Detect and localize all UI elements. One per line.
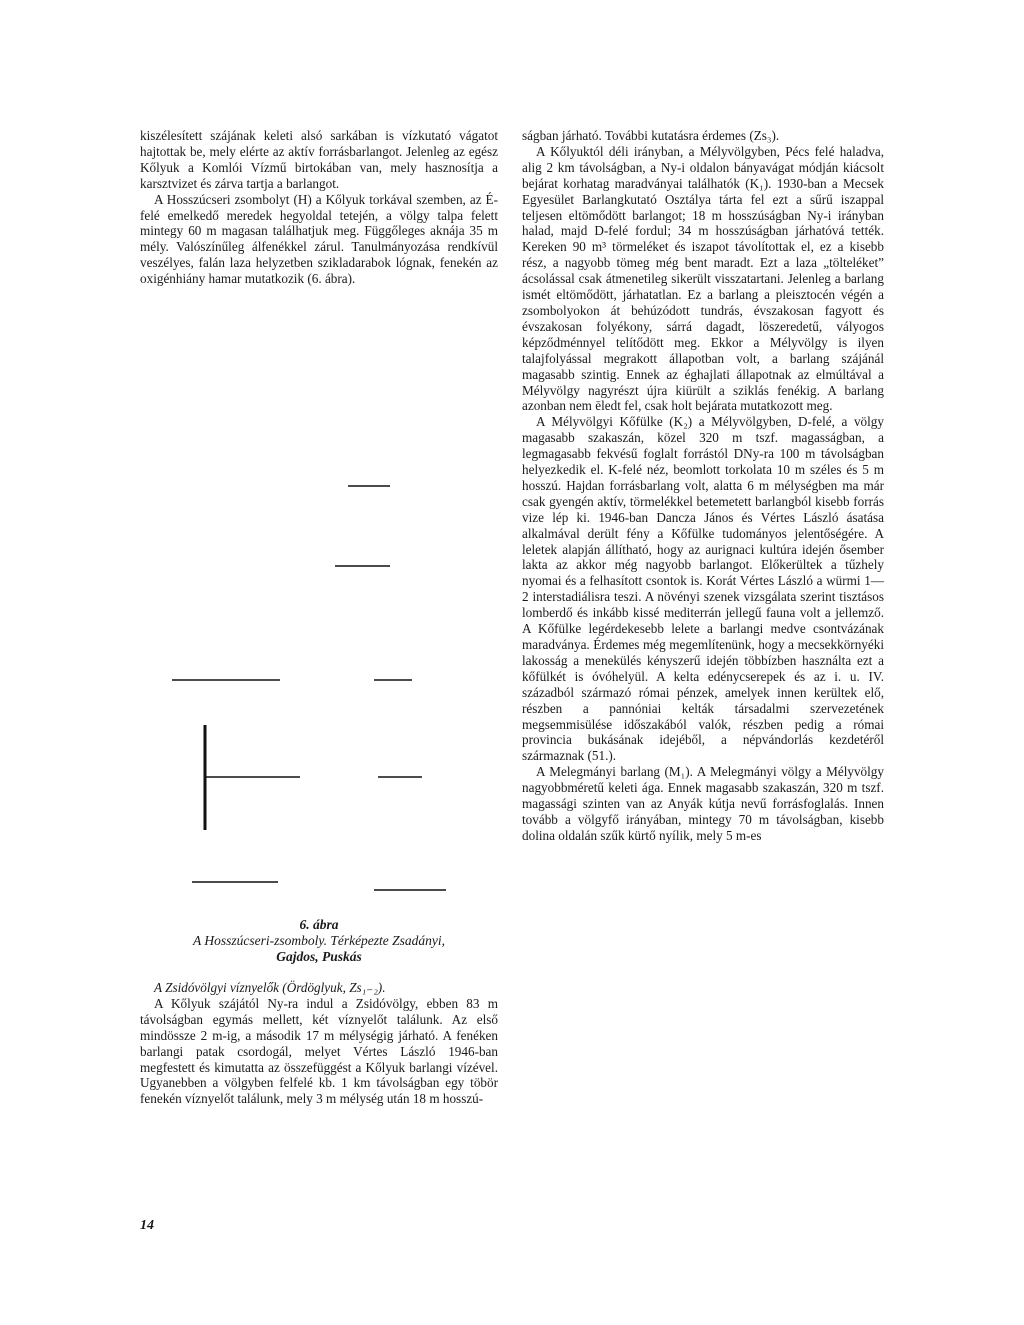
paragraph: A Mélyvölgyi Kőfülke (K₂) a Mélyvölgyben, D-felé, a völgy magasabb szakaszán, közel 320 m tszf. magasságban, a legmagasabb fekvésű foglalt forrástól DNy-ra 100 m távolságban helyezkedik el. K-felé néz, beomlott torkolata 10 m széles és 5 m hosszú. Hajdan forrásbarlang volt, alatta 6 m mélységben ma már csak gyengén aktív, törmelékkel betemetett barlangból kisebb forrás vize lép ki. 1946-ban Dancza János és Vértes László ásatása alkalmával derült fény a Kőfülke tudományos jelentőségére. A leletek alapján állítható, hogy az aurignaci kultúra idején ősember lakta az akkor még nagyobb barlangot. Előkerültek a tűzhely nyomai és a felhasított csontok is. Korát Vértes László a würmi 1—2 interstadiálisra teszi. A növényi szenek vizsgálata szerint tisztásos lomberdő és inkább kissé mediterrán jellegű fauna volt a jellemző. A Kőfülke legérdekesebb lelete a barlangi medve csontvázának maradványa. Érdemes még megemlítenünk, hogy a mecsekkörnyéki lakosság a menekülés kényszerű idején többízben használta ezt a kőfülkét is óvóhelyül. A kelta edénycserepek és az i. u. IV. századból származó római pénzek, amelyek innen kerültek elő, részben a pannóniai kelták társadalmi szervezetének megsemmisülése időszakából valók, részben pedig a római provincia bukásának idejéből, a népvándorlás kezdetéről származnak (51.). xyxy=(522,414,884,764)
figure-authors: Gajdos, Puskás xyxy=(276,949,362,964)
figure-caption xyxy=(140,917,498,965)
page-number: 14 xyxy=(140,1218,154,1233)
paragraph: A Melegmányi barlang (M₁). A Melegmányi völgy a Mélyvölgy nagyobbméretű keleti ága. Ennek magasabb szakaszán, 320 m tszf. magassági szinten van az Anyák kútja nevű forrásfoglalás. Innen tovább a völgyfő irányában, mintegy 70 m távolságban, kisebb dolina oldalán szűk kürtő nyílik, mely 5 m-es xyxy=(522,764,884,843)
left-column-top xyxy=(140,128,498,287)
left-column-bottom xyxy=(140,980,498,1107)
figure-number: 6. ábra xyxy=(299,917,339,932)
right-column xyxy=(522,128,884,844)
cave-section-figure xyxy=(170,470,470,910)
paragraph: A Hosszúcseri zsombolyt (H) a Kőlyuk torkával szemben, az É-felé emelkedő meredek hegyoldal tetején, a völgy talpa felett mintegy 60 m magasan találhatjuk meg. Függőleges aknája 35 m mély. Valószínűleg álfenékkel zárul. Tanulmányozása rendkívül veszélyes, falán laza helyzetben szikladarabok lógnak, fenekén az oxigénhiány hamar mutatkozik (6. ábra). xyxy=(140,191,498,287)
paragraph: A Kőlyuktól déli irányban, a Mélyvölgyben, Pécs felé haladva, alig 2 km távolságban, a Ny-i oldalon bányavágat módján kiácsolt bejárat korhatag maradványai találhatók (K₁). 1930-ban a Mecsek Egyesület Barlangkutató Osztálya tárta fel ezt a sűrű iszappal teljesen eltömődött barlangot; 18 m hosszúságban Ny-i irányban halad, majd D-felé fordul; 34 m hosszúságban járhatóvá tették. Kereken 90 m³ törmeléket és iszapot távolítottak el, ez a kisebb rész, a nagyobb tömeg még bent maradt. Ezt a laza „tölteléket” ácsolással csak átmenetileg sikerült visszatartani. Jelenleg a barlang ismét eltömődött, járhatatlan. Ez a barlang a pleisztocén végén a zsombolyokon át behúzódott tundrás, évszakosan fagyott és évszakosan folyékony, sárrá dagadt, löszeredetű, vályogos képződménnyel telítődött meg. Ekkor a Mélyvölgy is ilyen talajfolyással megrakott állapotban volt, a barlang szájánál magasabb szintig. Ennek az éghajlati állapotnak az elmúltával a Mélyvölgy nagyrészt újra kiürült a sziklás fenékig. A barlang azonban nem ēledt fel, csak holt bejárata mutatkozott meg. xyxy=(522,143,884,414)
paragraph: kiszélesített szájának keleti alsó sarkában is vízkutató vágatot hajtottak be, mely elérte az aktív forrásbarlangot. Jelenleg az egész Kőlyuk a Komlói Vízmű birtokában van, mely hasznosítja a karsztvizet és zárva tartja a barlangot. xyxy=(140,128,498,191)
paragraph: A Kőlyuk szájától Ny-ra indul a Zsidóvölgy, ebben 83 m távolságban egymás mellett, két víznyelőt találunk. Az első mindössze 2 m-ig, a második 17 m mélységig járható. A fenéken barlangi patak csordogál, melyet Vértes László 1946-ban megfestett és kimutatta az összefüggést a Kőlyuk barlangi vízével. Ugyanebben a völgyben felfelé kb. 1 km távolságban egy töbör fenekén víznyelőt találunk, mely 3 m mélység után 18 m hosszú- xyxy=(140,995,498,1107)
section-heading: A Zsidóvölgyi víznyelők (Ördöglyuk, Zs₁₋₂). xyxy=(154,980,386,995)
paragraph: ságban járható. További kutatásra érdemes (Zs₃). xyxy=(522,128,780,143)
figure-title: A Hosszúcseri-zsomboly. Térképezte Zsadányi, xyxy=(192,933,446,948)
